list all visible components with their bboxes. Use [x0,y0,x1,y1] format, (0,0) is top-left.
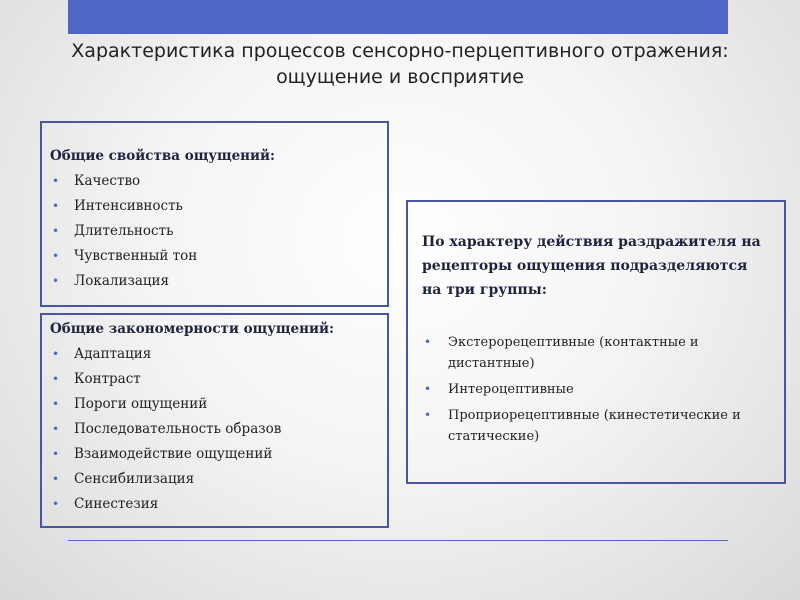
list-item: • Пороги ощущений [50,392,377,417]
box-general-regularities-heading: Общие закономерности ощущений: [50,321,334,337]
top-accent-bar [68,0,728,34]
list-item: • Синестезия [50,492,377,517]
list-item: • Адаптация [50,342,377,367]
list-item: • Последовательность образов [50,417,377,442]
list-item: • Взаимодействие ощущений [50,442,377,467]
list-item: • Локализация [50,269,377,294]
list-item: • Чувственный тон [50,244,377,269]
list-item: • Качество [50,169,377,194]
box-general-regularities [40,313,389,528]
box-general-properties-heading: Общие свойства ощущений: [50,148,276,164]
receptor-groups-list [422,332,768,447]
general-regularities-list [50,342,377,517]
list-item: • Интероцептивные [422,379,768,400]
box-receptor-groups [406,200,786,484]
bottom-divider [68,540,728,541]
list-item: • Контраст [50,367,377,392]
list-item: • Сенсибилизация [50,467,377,492]
list-item: • Интенсивность [50,194,377,219]
list-item: • Проприорецептивные (кинестетические и статические) [422,405,768,447]
slide-title: Характеристика процессов сенсорно-перцептивного отражения: ощущение и восприятие [71,40,729,88]
list-item: • Длительность [50,219,377,244]
list-item: • Экстерорецептивные (контактные и дистантные) [422,332,768,374]
box-receptor-groups-heading: По характеру действия раздражителя на рецепторы ощущения подразделяются на три группы: [422,234,761,298]
box-general-properties [40,121,389,307]
general-properties-list [50,169,377,294]
